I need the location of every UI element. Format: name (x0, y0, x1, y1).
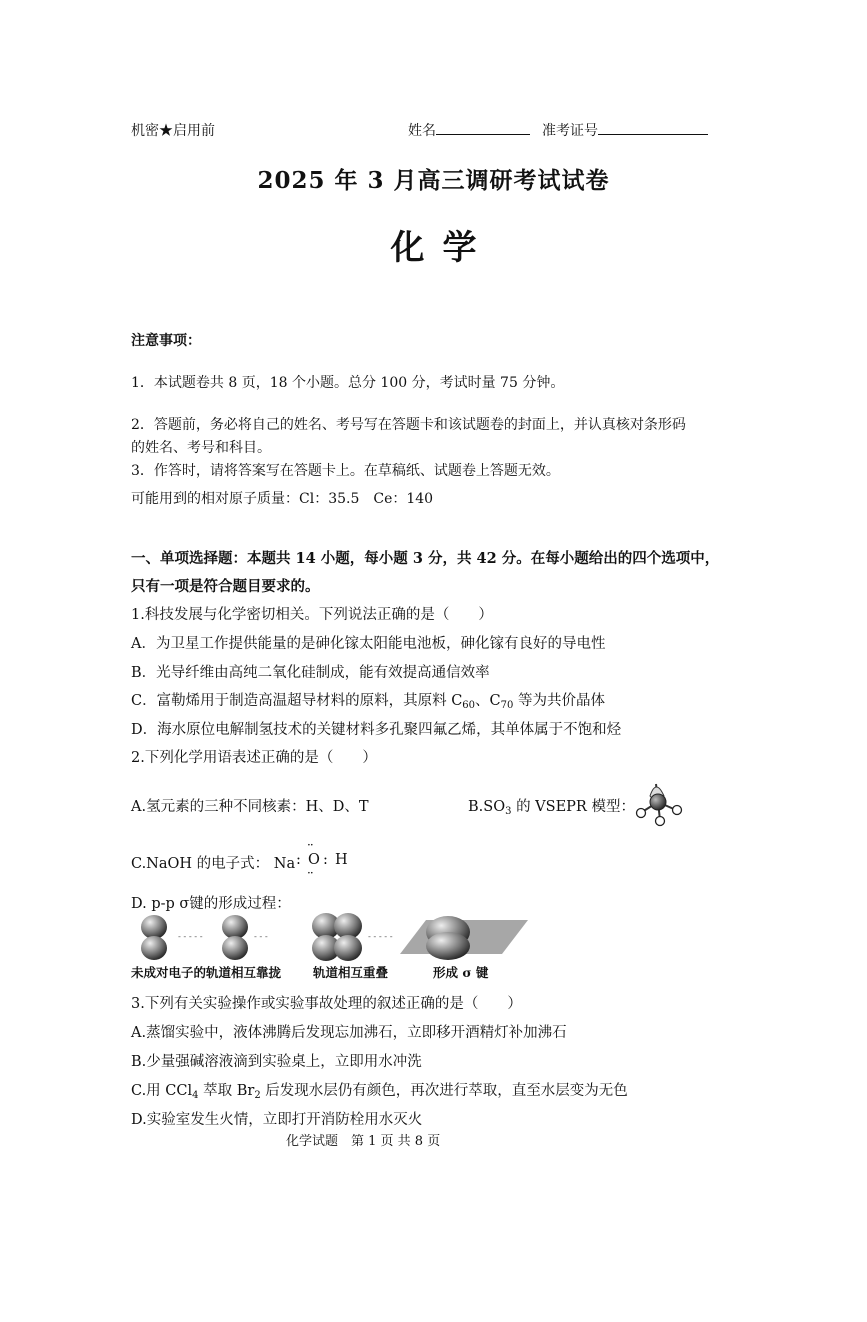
q1-option-c-text2: 、C (475, 693, 501, 709)
q1-option-b: B．光导纤维由高纯二氧化硅制成，能有效提高通信效率 (131, 665, 490, 681)
q1-option-a: A．为卫星工作提供能量的是砷化镓太阳能电池板，砷化镓有良好的导电性 (131, 636, 606, 652)
exam-title: 2025 年 3 月高三调研考试试卷 (257, 167, 610, 194)
electron-formula-na: Na (273, 856, 296, 872)
q1-stem: 1.科技发展与化学密切相关。下列说法正确的是（ ） (131, 607, 493, 623)
atomic-mass-line: 可能用到的相对原子质量：Cl：35.5 Ce：140 (131, 491, 434, 507)
name-label: 姓名 (408, 123, 436, 139)
electron-dots-top: ·· (307, 838, 313, 852)
q3-stem: 3.下列有关实验操作或实验事故处理的叙述正确的是（ ） (131, 996, 522, 1012)
p-orbital-left-icon (141, 915, 167, 960)
q2-option-b-sub: 3 (505, 806, 512, 817)
q3-option-d: D.实验室发生火情，立即打开消防栓用水灭火 (131, 1112, 423, 1128)
q3-option-b: B.少量强碱溶液滴到实验桌上，立即用水冲洗 (131, 1054, 422, 1070)
p-orbital-right-icon (222, 915, 248, 960)
electron-formula-h: H (335, 852, 348, 868)
sigma-bond-icon (400, 916, 528, 960)
q1-option-c (131, 689, 605, 711)
notice-heading: 注意事项： (131, 333, 201, 349)
electron-dots-left: : (296, 852, 301, 868)
q3-option-c-text2: 萃取 Br (198, 1083, 255, 1099)
notice-item-3: 3．作答时，请将答案写在答题卡上。在草稿纸、试题卷上答题无效。 (131, 463, 560, 479)
q3-option-c-text3: 后发现水层仍有颜色，再次进行萃取，直至水层变为无色 (260, 1083, 628, 1099)
q3-option-a: A.蒸馏实验中，液体沸腾后发现忘加沸石，立即移开酒精灯补加沸石 (131, 1025, 567, 1041)
q3-option-c-sub1: 4 (192, 1090, 199, 1101)
section1-heading-cont: 只有一项是符合题目要求的。 (131, 578, 320, 595)
q1-option-c-sub2: 70 (500, 700, 514, 711)
svg-text:- - -: - - - (254, 932, 268, 941)
q2-stem: 2.下列化学用语表述正确的是（ ） (131, 750, 377, 766)
svg-text:- - - - -: - - - - - (178, 932, 203, 941)
subject-title: 化学 (390, 228, 495, 268)
confidential-label: 机密★启用前 (131, 123, 215, 139)
caption-approach: 未成对电子的轨道相互靠拢 (131, 965, 282, 980)
q2-option-d: D. p-p σ键的形成过程： (131, 896, 291, 912)
notice-item-2: 2．答题前，务必将自己的姓名、考号写在答题卡和该试题卷的封面上，并认真核对条形码 (131, 417, 686, 433)
q2-option-c (131, 852, 295, 873)
q3-option-c-text1: C.用 CCl (131, 1083, 193, 1099)
q2-option-b-text1: B.SO (468, 799, 506, 815)
electron-dots-bottom: ·· (307, 866, 313, 880)
notice-item-2-cont: 的姓名、考号和科目。 (131, 440, 271, 456)
q2-option-b-text2: 的 VSEPR 模型： (511, 799, 635, 815)
sigma-bond-formation-diagram (130, 910, 530, 966)
name-blank (436, 121, 530, 135)
page-footer: 化学试题 第 1 页 共 8 页 (286, 1134, 441, 1149)
q2-option-c-label: C.NaOH 的电子式： (131, 856, 270, 872)
q1-option-d: D．海水原位电解制氢技术的关键材料多孔聚四氟乙烯，其单体属于不饱和烃 (131, 722, 622, 738)
q3-option-c-sub2: 2 (254, 1090, 261, 1101)
so3-vsepr-model-icon (632, 776, 688, 828)
ticket-label: 准考证号 (542, 123, 598, 139)
q2-option-a: A.氢元素的三种不同核素：H、D、T (131, 799, 369, 815)
q3-option-c (131, 1079, 628, 1101)
q1-option-c-text1: C．富勒烯用于制造高温超导材料的原料，其原料 C (131, 693, 463, 709)
svg-text:- - - - -: - - - - - (368, 932, 393, 941)
electron-formula-o: O (308, 852, 320, 868)
ticket-blank (598, 121, 708, 135)
electron-dots-right: : (323, 852, 328, 868)
caption-sigma-bond: 形成 σ 键 (433, 965, 489, 980)
q2-option-b (468, 795, 635, 817)
caption-overlap: 轨道相互重叠 (313, 965, 389, 980)
ticket-field (542, 120, 708, 140)
section1-heading: 一、单项选择题：本题共 14 小题，每小题 3 分，共 42 分。在每小题给出的四个选项中， (131, 550, 720, 567)
overlapping-orbitals-icon (312, 913, 362, 961)
name-field (408, 120, 530, 140)
q1-option-c-text3: 等为共价晶体 (513, 693, 605, 709)
q1-option-c-sub1: 60 (462, 700, 476, 711)
notice-item-1: 1．本试题卷共 8 页，18 个小题。总分 100 分，考试时量 75 分钟。 (131, 375, 565, 391)
